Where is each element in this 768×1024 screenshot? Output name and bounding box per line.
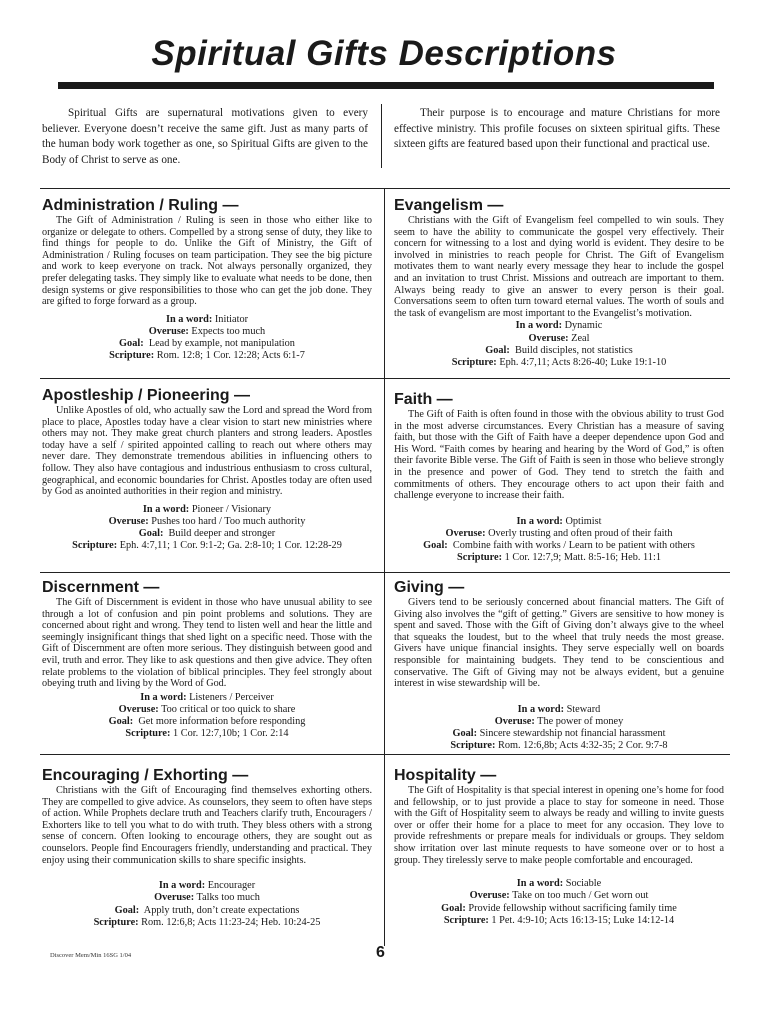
fact-scripture: Scripture: Eph. 4:7,11; Acts 8:26-40; Luke 19:1-10 bbox=[451, 356, 667, 368]
fact-scripture: Scripture: 1 Pet. 4:9-10; Acts 16:13-15; Luke 14:12-14 bbox=[443, 914, 675, 926]
gift-title: Encouraging / Exhorting — bbox=[42, 767, 249, 784]
gift-description: The Gift of Faith is often found in those with the obvious ability to trust God in the most adverse circumstances. Every Christian has a measure of saving faith, but those with the Gift of Faith have a deeper dependence upon God and His Word. “Faith comes by hearing and hearing by the Word of God,” is often their favorite Bible verse. The Gift of Faith is seen in those who believe strongly in the presence and power of God. They tend to stretch the faith and commitments of others. They encourage others to act upon their faith and challenge everyone to increase their faith. bbox=[394, 409, 724, 502]
gift-encouraging bbox=[42, 766, 372, 942]
gift-facts bbox=[394, 516, 724, 565]
fact-goal: Goal: Apply truth, don’t create expectations bbox=[114, 904, 300, 916]
gift-description: The Gift of Hospitality is that special interest in opening one’s home for food and fellowship, or to just provide a place to stay for someone in need. Those with the Gift of Hospitality seem to always be ready and willing to invite guests over or offer their home for a place to meet for any occasion. They love to provide refreshments or prepare meals for individuals or groups. They seldom show irritation over last minute requests to have someone over or to host a group. They tirelessly serve to make people comfortable and encouraged. bbox=[394, 785, 724, 866]
fact-word: In a word: Optimist bbox=[516, 515, 602, 527]
intro-right-text: Their purpose is to encourage and mature Christians for more effective ministry. This profile focuses on sixteen spiritual gifts. These sixteen gifts are featured based upon their functional and practical use. bbox=[394, 107, 720, 151]
fact-word: In a word: Listeners / Perceiver bbox=[140, 691, 274, 703]
fact-scripture: Scripture: 1 Cor. 12:7,9; Matt. 8:5-16; Heb. 11:1 bbox=[457, 552, 661, 564]
fact-scripture: Scripture: Rom. 12:6,8b; Acts 4:32-35; 2 Cor. 9:7-8 bbox=[450, 740, 668, 750]
gift-facts bbox=[394, 320, 724, 369]
grid-vertical-divider bbox=[384, 188, 385, 946]
fact-word: In a word: Encourager bbox=[158, 880, 256, 892]
intro-left-text: Spiritual Gifts are supernatural motivations given to every believer. Everyone doesn’t receive the same gift. Just as many parts of the human body work together as one, so Spiritual Gifts are given to the Body of Christ to serve as one. bbox=[42, 107, 368, 166]
fact-goal: Goal: Combine faith with works / Learn to be patient with others bbox=[423, 540, 695, 552]
intro-right bbox=[394, 106, 720, 153]
fact-goal: Goal: Build disciples, not statistics bbox=[485, 344, 633, 356]
gift-title: Giving — bbox=[394, 579, 465, 596]
gift-description: The Gift of Administration / Ruling is seen in those who either like to organize or delegate to others. Compelled by a strong sense of duty, they like to find things for people to do. Unlike the Gift of Ministry, the Gift of Administration / Ruling focuses on team participation. They see the big picture and work to keep everyone on track. Not always personally organized, they prefer delegating tasks. They simply like to evaluate what needs to be done, then design systems or give responsibilities to those who can get the job done. They are gifted to forge forward as a group. bbox=[42, 215, 372, 308]
title-underline bbox=[58, 82, 714, 89]
fact-scripture: Scripture: Eph. 4:7,11; 1 Cor. 9:1-2; Ga. 2:8-10; 1 Cor. 12:28-29 bbox=[72, 540, 342, 552]
gift-title: Discernment — bbox=[42, 579, 160, 596]
footer-code: Discover Mem/Min 16SG 1/04 bbox=[50, 952, 132, 959]
fact-scripture: Scripture: Rom. 12:8; 1 Cor. 12:28; Acts 6:1-7 bbox=[109, 350, 305, 362]
fact-word: In a word: Steward bbox=[517, 703, 601, 715]
gift-administration bbox=[42, 196, 372, 374]
gift-facts bbox=[42, 504, 372, 553]
fact-goal: Goal: Provide fellowship without sacrificing family time bbox=[441, 902, 677, 914]
fact-overuse: Overuse: Talks too much bbox=[154, 892, 260, 904]
fact-word: In a word: Pioneer / Visionary bbox=[142, 503, 272, 515]
grid-row-divider-3 bbox=[40, 754, 730, 755]
gift-title: Evangelism — bbox=[394, 197, 504, 214]
gift-description: Givers tend to be seriously concerned about financial matters. The Gift of Giving also involves the “gift of getting.” Givers are sensitive to how money is spent and saved. Those with the Gift of Giving don’t always give to the wheel that squeaks the loudest, but to the wheel that truly needs the most grease. Givers have unique financial insights. They serve especially well on boards responsible for maintaining budgets. They tend to be conscientious and conservative. The Gift of Giving may not be always evident, but a genuine interest in wise stewardship will be. bbox=[394, 597, 724, 690]
gift-discernment bbox=[42, 578, 372, 750]
fact-overuse: Overuse: Pushes too hard / Too much authority bbox=[108, 515, 306, 527]
page-title: Spiritual Gifts Descriptions bbox=[151, 34, 617, 73]
intro-divider bbox=[381, 104, 382, 168]
grid-top-rule bbox=[40, 188, 730, 189]
gift-description: The Gift of Discernment is evident in those who have unusual ability to see through a lot of confusion and pin point problems and solutions. They are concerned about right and wrong. They tend to listen well and hear the little and seemingly insignificant things that shed light on a specific need. Those with the Gift of Discernment are often more serious. They distinguish between good and evil, truth and error. They like to ask questions and then give advice. They often relate problems to the violation of biblical principles. They feel strongly about obeying truth and living by the Word of God. bbox=[42, 597, 372, 690]
fact-goal: Goal: Lead by example, not manipulation bbox=[119, 338, 295, 350]
page-number: 6 bbox=[376, 944, 385, 961]
gift-facts bbox=[42, 880, 372, 929]
fact-scripture: Scripture: 1 Cor. 12:7,10b; 1 Cor. 2:14 bbox=[125, 728, 289, 740]
fact-overuse: Overuse: Expects too much bbox=[148, 325, 266, 337]
gift-facts bbox=[42, 692, 372, 741]
gift-giving bbox=[394, 578, 724, 750]
fact-goal: Goal: Build deeper and stronger bbox=[138, 528, 276, 540]
gift-title: Faith — bbox=[394, 391, 453, 408]
fact-goal: Goal: Sincere stewardship not financial harassment bbox=[452, 728, 666, 740]
gift-facts bbox=[42, 314, 372, 363]
gift-title: Apostleship / Pioneering — bbox=[42, 387, 251, 404]
fact-overuse: Overuse: Zeal bbox=[528, 332, 590, 344]
grid-row-divider-1 bbox=[40, 378, 730, 379]
gift-description: Christians with the Gift of Encouraging find themselves exhorting others. They are compelled to give advice. As counselors, they seem to often have steps of action. While Prophets declare truth and Teachers clarify truth, Encouragers / Exhorters like to tell you what to do with truth. They bless others with a strong sense of concern. Often looking to encourage others, they are sought out as counselors. People find Encouragers friendly, understanding and practical. They enjoy using their communication skills to share specific insights. bbox=[42, 785, 372, 866]
fact-scripture: Scripture: Rom. 12:6,8; Acts 11:23-24; Heb. 10:24-25 bbox=[93, 916, 321, 928]
gift-evangelism bbox=[394, 196, 724, 376]
fact-overuse: Overuse: Take on too much / Get worn out bbox=[469, 890, 649, 902]
gift-title: Hospitality — bbox=[394, 767, 497, 784]
gift-description: Unlike Apostles of old, who actually saw the Lord and spread the Word from place to place, Apostles today have a clear vision to start new ministries where others may not. They make great church planters and strong leaders. Apostles today have a self / spirited appointed calling to reach out where others may never dare. They demonstrate tremendous abilities in influencing others to follow. They also have contagious and industrious enthusiasm to cross cultural, geographical, and economic boundaries for Christ. Apostles today are often used by God as anointed authorities in their region and ministry. bbox=[42, 405, 372, 498]
gift-apostleship bbox=[42, 386, 372, 568]
fact-overuse: Overuse: Too critical or too quick to share bbox=[118, 703, 296, 715]
gift-title: Administration / Ruling — bbox=[42, 197, 239, 214]
fact-word: In a word: Sociable bbox=[516, 878, 602, 890]
fact-overuse: Overuse: Overly trusting and often proud of their faith bbox=[445, 527, 673, 539]
gift-hospitality bbox=[394, 766, 724, 942]
fact-overuse: Overuse: The power of money bbox=[494, 715, 624, 727]
gift-facts bbox=[394, 878, 724, 927]
grid-row-divider-2 bbox=[40, 572, 730, 573]
intro-left bbox=[42, 106, 368, 168]
gift-faith bbox=[394, 390, 724, 568]
fact-word: In a word: Dynamic bbox=[515, 320, 603, 332]
gift-description: Christians with the Gift of Evangelism feel compelled to win souls. They seem to have the ability to communicate the gospel very effectively. Their concern for witnessing to a lost and dying world is evident. They desire to be involved in ministries to reach people for Christ. The Gift of Evangelism motivates them to want nearly every message they hear to include the gospel and an invitation to trust Christ. Missions and outreach are important to them. Always being ready to give an answer to every person is their goal. Conversations seem to often turn toward eternal values. The worth of souls and the task of evangelism are most important to the Evangelist’s motivation. bbox=[394, 215, 724, 319]
fact-goal: Goal: Get more information before responding bbox=[108, 716, 306, 728]
gift-facts bbox=[394, 704, 724, 750]
fact-word: In a word: Initiator bbox=[165, 313, 249, 325]
